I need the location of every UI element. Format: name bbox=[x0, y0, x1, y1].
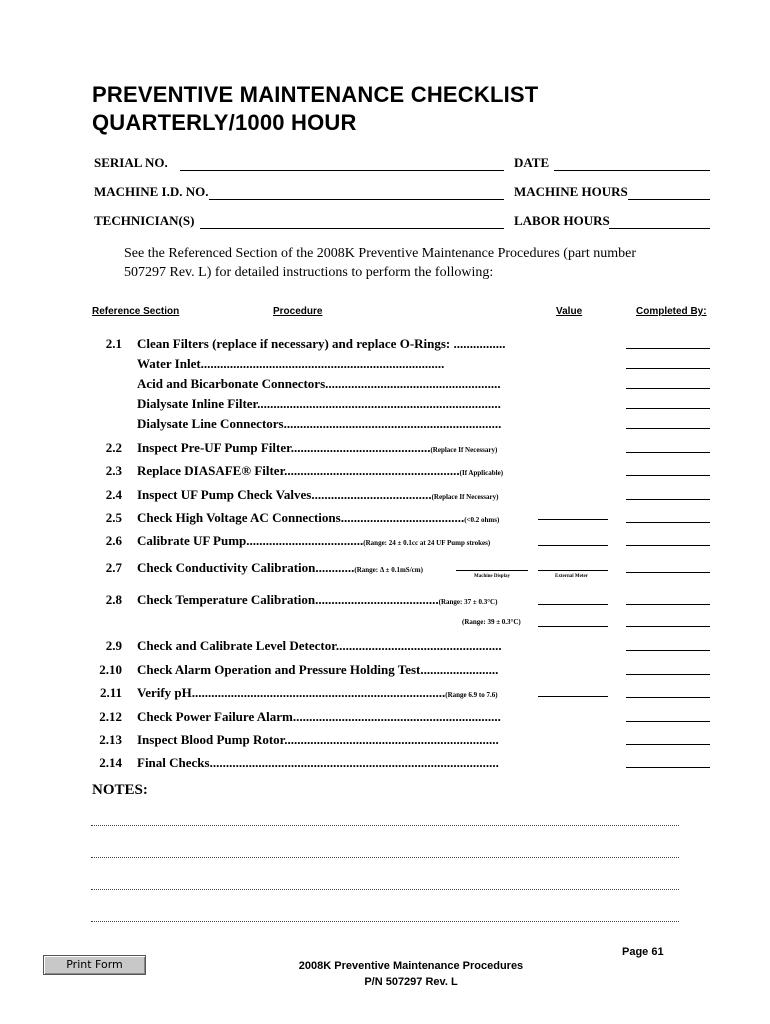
value-field[interactable] bbox=[538, 626, 608, 627]
range-note: (Range: 24 ± 0.1cc at 24 UF Pump strokes) bbox=[363, 539, 491, 547]
procedure-label: Inspect Pre-UF Pump Filter........................................... bbox=[137, 440, 431, 455]
procedure-label: Inspect UF Pump Check Valves..................................... bbox=[137, 487, 432, 502]
procedure-text: Clean Filters (replace if necessary) and replace O-Rings: ................ bbox=[137, 336, 506, 351]
value-field[interactable] bbox=[538, 604, 608, 605]
completed-by-field[interactable] bbox=[626, 626, 710, 627]
completed-by-field[interactable] bbox=[626, 475, 710, 476]
intro-line-1: See the Referenced Section of the 2008K Preventive Maintenance Procedures (part number bbox=[124, 246, 636, 261]
procedure-text bbox=[137, 685, 498, 701]
col-completed-by: Completed By: bbox=[636, 306, 707, 317]
notes-line[interactable] bbox=[91, 889, 679, 890]
procedure-text: Check Alarm Operation and Pressure Holding Test........................ bbox=[137, 662, 499, 677]
machine-display-field[interactable] bbox=[456, 570, 528, 571]
completed-by-field[interactable] bbox=[626, 452, 710, 453]
date-label: DATE bbox=[514, 155, 550, 170]
range-note: (Range: 37 ± 0.3°C) bbox=[438, 598, 498, 606]
machine-hours-field[interactable] bbox=[628, 199, 710, 200]
title-line-1: PREVENTIVE MAINTENANCE CHECKLIST bbox=[92, 82, 539, 107]
technician-label: TECHNICIAN(S) bbox=[94, 213, 195, 228]
item-number: 2.3 bbox=[105, 463, 122, 478]
notes-label: NOTES: bbox=[92, 782, 148, 798]
col-reference-section: Reference Section bbox=[92, 306, 180, 317]
item-number: 2.8 bbox=[105, 592, 122, 607]
machine-id-field[interactable] bbox=[209, 199, 504, 200]
completed-by-field[interactable] bbox=[626, 744, 710, 745]
procedure-label: Check High Voltage AC Connections...................................... bbox=[137, 510, 465, 525]
completed-by-field[interactable] bbox=[626, 650, 710, 651]
col-value: Value bbox=[556, 306, 583, 317]
serial-label: SERIAL NO. bbox=[94, 155, 168, 170]
title-line-2: QUARTERLY/1000 HOUR bbox=[92, 110, 357, 135]
completed-by-field[interactable] bbox=[626, 428, 710, 429]
procedure-text: Acid and Bicarbonate Connectors...................................................... bbox=[137, 376, 501, 391]
external-meter-caption: External Meter bbox=[555, 574, 588, 579]
completed-by-field[interactable] bbox=[626, 604, 710, 605]
page-number: Page 61 bbox=[622, 946, 664, 958]
procedure-text: Inspect Blood Pump Rotor.................................................................. bbox=[137, 732, 499, 747]
procedure-label: Check Conductivity Calibration............ bbox=[137, 560, 355, 575]
machine-hours-label: MACHINE HOURS bbox=[514, 184, 628, 199]
completed-by-field[interactable] bbox=[626, 572, 710, 573]
procedure-text bbox=[137, 510, 499, 526]
item-number: 2.10 bbox=[99, 662, 122, 677]
procedure-text bbox=[137, 592, 497, 608]
footer-document-title: 2008K Preventive Maintenance Procedures bbox=[298, 960, 524, 972]
procedure-label: Calibrate UF Pump.................................... bbox=[137, 533, 364, 548]
labor-hours-field[interactable] bbox=[609, 228, 710, 229]
procedure-text: Dialysate Inline Filter........................................................................... bbox=[137, 396, 501, 411]
range-note: (Replace If Necessary) bbox=[430, 446, 498, 454]
completed-by-field[interactable] bbox=[626, 721, 710, 722]
notes-line[interactable] bbox=[91, 921, 679, 922]
machine-id-label: MACHINE I.D. NO. bbox=[94, 184, 209, 199]
procedure-label: Check Temperature Calibration...................................... bbox=[137, 592, 439, 607]
labor-hours-label: LABOR HOURS bbox=[514, 213, 610, 228]
completed-by-field[interactable] bbox=[626, 499, 710, 500]
item-number: 2.6 bbox=[105, 533, 122, 548]
completed-by-field[interactable] bbox=[626, 545, 710, 546]
item-number: 2.7 bbox=[105, 560, 122, 575]
procedure-text: Check Power Failure Alarm................................................................ bbox=[137, 709, 501, 724]
intro-line-2: 507297 Rev. L) for detailed instructions to perform the following: bbox=[124, 265, 494, 280]
item-number: 2.12 bbox=[99, 709, 122, 724]
value-field[interactable] bbox=[538, 519, 608, 520]
item-number: 2.2 bbox=[105, 440, 122, 455]
completed-by-field[interactable] bbox=[626, 522, 710, 523]
completed-by-field[interactable] bbox=[626, 767, 710, 768]
procedure-text: Dialysate Line Connectors................................................................... bbox=[137, 416, 502, 431]
machine-display-caption: Machine Display bbox=[474, 574, 510, 579]
completed-by-field[interactable] bbox=[626, 697, 710, 698]
procedure-label: Replace DIASAFE® Filter...................................................... bbox=[137, 463, 460, 478]
completed-by-field[interactable] bbox=[626, 368, 710, 369]
serial-field[interactable] bbox=[180, 170, 504, 171]
footer-part-number: P/N 507297 Rev. L bbox=[364, 976, 458, 988]
procedure-text: Water Inlet........................................................................... bbox=[137, 356, 445, 371]
procedure-text bbox=[137, 487, 498, 503]
item-number: 2.1 bbox=[105, 336, 122, 351]
item-number: 2.5 bbox=[105, 510, 122, 525]
col-procedure: Procedure bbox=[273, 306, 323, 317]
procedure-text: Final Checks......................................................................................... bbox=[137, 755, 499, 770]
notes-line[interactable] bbox=[91, 825, 679, 826]
range-note: (<0.2 ohms) bbox=[464, 516, 500, 524]
item-number: 2.9 bbox=[105, 638, 122, 653]
range-note: (If Applicable) bbox=[459, 469, 504, 477]
completed-by-field[interactable] bbox=[626, 348, 710, 349]
value-field[interactable] bbox=[538, 696, 608, 697]
print-form-button[interactable]: Print Form bbox=[43, 955, 146, 975]
completed-by-field[interactable] bbox=[626, 408, 710, 409]
range-note: (Range: 39 ± 0.3°C) bbox=[462, 618, 521, 626]
item-number: 2.13 bbox=[99, 732, 122, 747]
range-note: (Range: Δ ± 0.1mS/cm) bbox=[354, 566, 423, 574]
notes-line[interactable] bbox=[91, 857, 679, 858]
procedure-text: Check and Calibrate Level Detector................................................... bbox=[137, 638, 502, 653]
date-field[interactable] bbox=[554, 170, 710, 171]
technician-field[interactable] bbox=[200, 228, 504, 229]
range-note: (Replace If Necessary) bbox=[431, 493, 499, 501]
item-number: 2.4 bbox=[105, 487, 122, 502]
item-number: 2.11 bbox=[99, 685, 122, 700]
item-number: 2.14 bbox=[99, 755, 122, 770]
intro-text bbox=[124, 244, 644, 282]
procedure-text bbox=[137, 463, 503, 479]
value-field[interactable] bbox=[538, 545, 608, 546]
range-note: (Range 6.9 to 7.6) bbox=[445, 691, 498, 699]
procedure-text bbox=[137, 440, 497, 456]
completed-by-field[interactable] bbox=[626, 674, 710, 675]
completed-by-field[interactable] bbox=[626, 388, 710, 389]
procedure-label: Verify pH.............................................................................. bbox=[137, 685, 446, 700]
procedure-text bbox=[137, 560, 423, 576]
procedure-text bbox=[137, 533, 490, 549]
external-meter-field[interactable] bbox=[538, 570, 608, 571]
